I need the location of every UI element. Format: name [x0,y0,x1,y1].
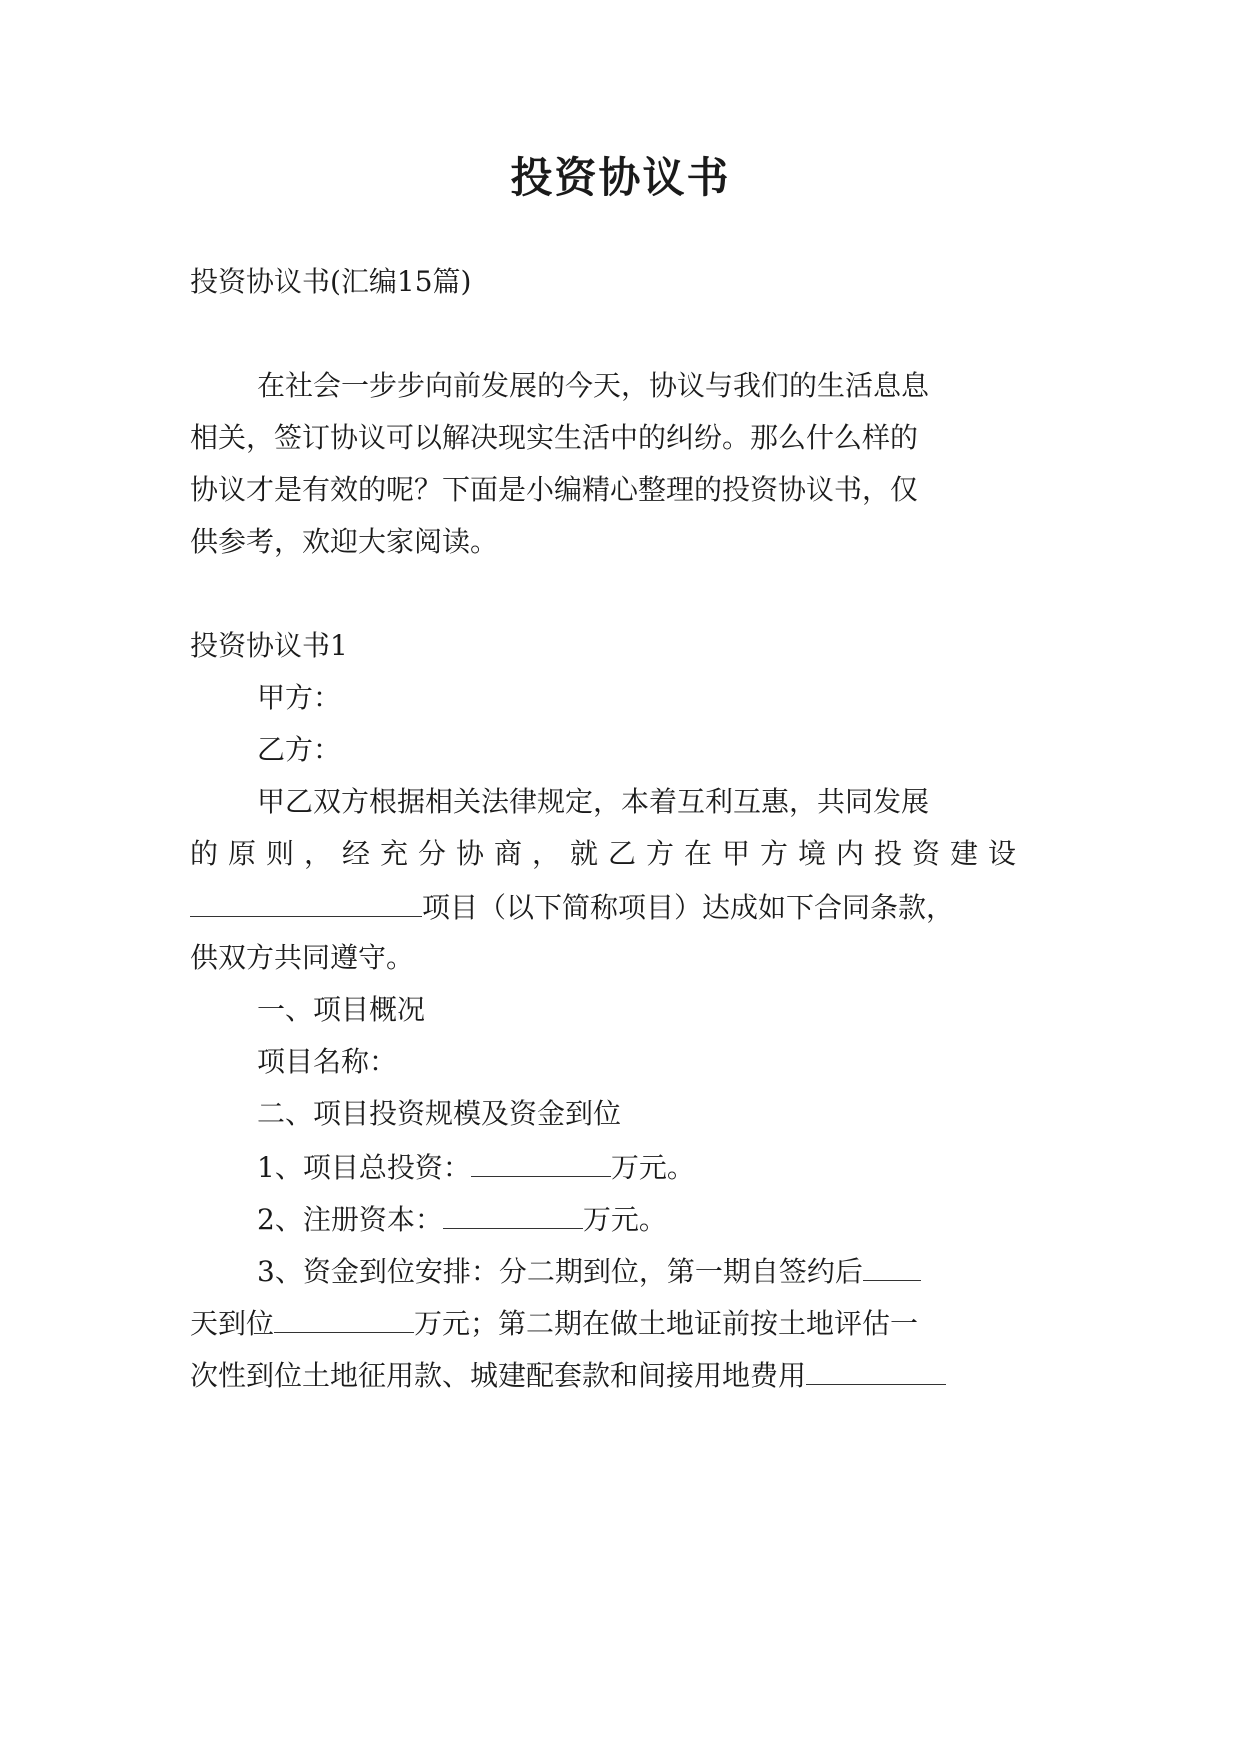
party-b-label: 乙方： [257,733,342,766]
document-title: 投资协议书 [510,153,731,202]
funds-line-3-text: 次性到位土地征用款、城建配套款和间接用地费用 [190,1359,807,1392]
item-overview-heading: 一、项目概况 [257,993,426,1026]
registered-capital-label: 2、注册资本： [257,1203,443,1236]
document-subtitle: 投资协议书(汇编15篇) [190,265,472,298]
registered-capital-blank [443,1198,583,1229]
para1-line-3 [190,886,954,928]
total-investment-line [257,1146,695,1188]
intro-line-1: 在社会一步步向前发展的今天，协议与我们的生活息息 [257,369,930,402]
para1-line-2 [190,834,1050,874]
funds-line-1-text: 3、资金到位安排：分二期到位，第一期自签约后 [257,1255,863,1288]
para1-line-2-text: 的原则，经充分协商，就乙方在甲方境内投资建设 [190,837,1027,870]
total-investment-label: 1、项目总投资： [257,1151,471,1184]
item-name-label: 项目名称： [257,1045,398,1078]
para1-line-4: 供双方共同遵守。 [190,941,415,974]
total-investment-unit: 万元。 [610,1151,695,1184]
registered-capital-line [257,1198,667,1240]
funds-line-2 [190,1302,918,1344]
intro-line-3: 协议才是有效的呢？下面是小编精心整理的投资协议书，仅 [190,473,919,506]
funds-line-1 [257,1250,921,1292]
days-blank [863,1250,921,1281]
project-name-blank [190,886,422,917]
para1-line-1: 甲乙双方根据相关法律规定，本着互利互惠，共同发展 [257,785,930,818]
total-investment-blank [471,1146,611,1177]
funds-line-2-a: 天到位 [190,1307,275,1340]
intro-line-4: 供参考，欢迎大家阅读。 [190,525,499,558]
registered-capital-unit: 万元。 [582,1203,667,1236]
funds-line-2-b: 万元；第二期在做土地证前按土地评估一 [414,1307,919,1340]
funds-line-3 [190,1354,946,1396]
intro-line-2: 相关，签订协议可以解决现实生活中的纠纷。那么什么样的 [190,421,919,454]
section-heading: 投资协议书1 [190,629,348,662]
para1-line-3-text: 项目（以下简称项目）达成如下合同条款， [422,891,955,924]
land-fee-blank [806,1354,946,1385]
first-phase-amount-blank [274,1302,414,1333]
item-scale-heading: 二、项目投资规模及资金到位 [257,1097,622,1130]
party-a-label: 甲方： [257,681,342,714]
